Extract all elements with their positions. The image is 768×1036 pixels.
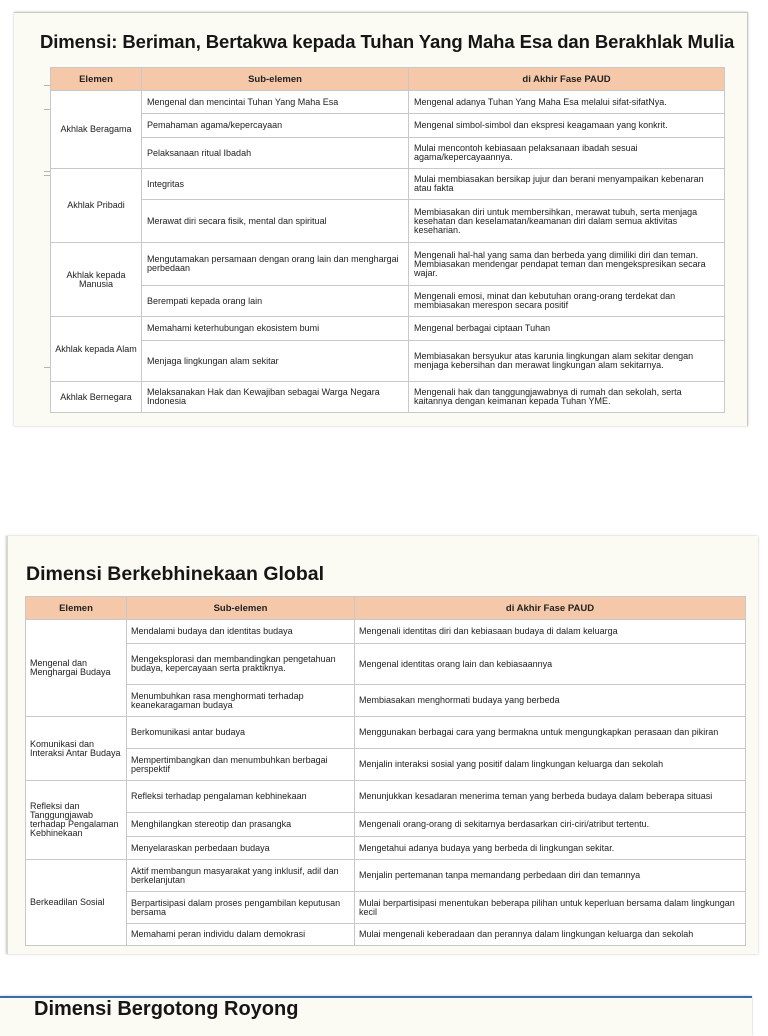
slide-bergotong-royong [0,996,752,1036]
sub-elemen-cell: Mendalami budaya dan identitas budaya [127,620,355,644]
elemen-cell: Akhlak Pribadi [51,169,142,243]
column-header: Sub-elemen [142,68,409,91]
sub-elemen-cell: Mengenal dan mencintai Tuhan Yang Maha Esa [142,91,409,114]
akhir-fase-cell: Mulai mencontoh kebiasaan pelaksanaan ibadah sesuai agama/kepercayaannya. [409,138,725,169]
akhir-fase-cell: Membiasakan menghormati budaya yang berbeda [355,685,746,717]
sub-elemen-cell: Menumbuhkan rasa menghormati terhadap keanekaragaman budaya [127,685,355,717]
sub-elemen-cell: Mempertimbangkan dan menumbuhkan berbagai perspektif [127,749,355,781]
table-row [51,169,725,200]
sub-elemen-cell: Aktif membangun masyarakat yang inklusif, adil dan berkelanjutan [127,860,355,892]
slide-title: Dimensi: Beriman, Bertakwa kepada Tuhan Yang Maha Esa dan Berakhlak Mulia [40,31,735,52]
table-row [26,813,746,837]
dimension-table [25,596,746,946]
elemen-cell: Akhlak kepada Manusia [51,243,142,317]
akhir-fase-cell: Mengenal berbagai ciptaan Tuhan [409,317,725,341]
column-header: Elemen [26,597,127,620]
elemen-cell: Komunikasi dan Interaksi Antar Budaya [26,717,127,781]
table-row [51,243,725,286]
table-row [26,685,746,717]
elemen-cell: Refleksi dan Tanggungjawab terhadap Pengalaman Kebhinekaan [26,781,127,860]
sub-elemen-cell: Mengutamakan persamaan dengan orang lain dan menghargai perbedaan [142,243,409,286]
table-row [26,749,746,781]
table-row [26,717,746,749]
akhir-fase-cell: Mengenali hak dan tanggungjawabnya di rumah dan sekolah, serta kaitannya dengan keimanan kepada Tuhan YME. [409,382,725,413]
akhir-fase-cell: Mengenal simbol-simbol dan ekspresi keagamaan yang konkrit. [409,114,725,138]
akhir-fase-cell: Mulai berpartisipasi menentukan beberapa pilihan untuk keperluan bersama dalam lingkungan kecil [355,892,746,924]
table-row [26,924,746,946]
sub-elemen-cell: Menjaga lingkungan alam sekitar [142,341,409,382]
akhir-fase-cell: Menjalin pertemanan tanpa memandang perbedaan diri dan temannya [355,860,746,892]
table-row [51,286,725,317]
akhir-fase-cell: Mulai mengenali keberadaan dan perannya dalam lingkungan keluarga dan sekolah [355,924,746,946]
akhir-fase-cell: Membiasakan diri untuk membersihkan, merawat tubuh, serta menjaga kesehatan dan keselamatan/keamanan diri dalam semua aktivitas keseharian. [409,200,725,243]
slide-title: Dimensi Berkebhinekaan Global [26,563,325,585]
sub-elemen-cell: Berpartisipasi dalam proses pengambilan keputusan bersama [127,892,355,924]
sub-elemen-cell: Berkomunikasi antar budaya [127,717,355,749]
akhir-fase-cell: Mengenali orang-orang di sekitarnya berdasarkan ciri-ciri/atribut tertentu. [355,813,746,837]
sub-elemen-cell: Refleksi terhadap pengalaman kebhinekaan [127,781,355,813]
sub-elemen-cell: Menghilangkan stereotip dan prasangka [127,813,355,837]
akhir-fase-cell: Mengenal identitas orang lain dan kebiasaannya [355,644,746,685]
elemen-cell: Mengenal dan Menghargai Budaya [26,620,127,717]
dimension-table [50,67,725,413]
table-header-row [26,597,746,620]
table-row [51,341,725,382]
akhir-fase-cell: Mengenal adanya Tuhan Yang Maha Esa melalui sifat-sifatNya. [409,91,725,114]
akhir-fase-cell: Menunjukkan kesadaran menerima teman yang berbeda budaya dalam beberapa situasi [355,781,746,813]
sub-elemen-cell: Menyelaraskan perbedaan budaya [127,837,355,860]
table-row [26,837,746,860]
elemen-cell: Berkeadilan Sosial [26,860,127,946]
elemen-cell: Akhlak Bernegara [51,382,142,413]
table-row [51,200,725,243]
table-row [26,620,746,644]
table-row [51,114,725,138]
column-header: di Akhir Fase PAUD [355,597,746,620]
table-row [51,138,725,169]
table-row [51,317,725,341]
sub-elemen-cell: Mengeksplorasi dan membandingkan pengetahuan budaya, kepercayaan serta praktiknya. [127,644,355,685]
sub-elemen-cell: Pelaksanaan ritual Ibadah [142,138,409,169]
sub-elemen-cell: Memahami keterhubungan ekosistem bumi [142,317,409,341]
akhir-fase-cell: Menggunakan berbagai cara yang bermakna untuk mengungkapkan perasaan dan pikiran [355,717,746,749]
slide-beriman [14,12,748,426]
table-row [51,91,725,114]
akhir-fase-cell: Mengetahui adanya budaya yang berbeda di lingkungan sekitar. [355,837,746,860]
akhir-fase-cell: Mengenali hal-hal yang sama dan berbeda yang dimiliki diri dan teman. Membiasakan mendengar pendapat teman dan mengekspresikan secara wajar. [409,243,725,286]
sub-elemen-cell: Integritas [142,169,409,200]
sub-elemen-cell: Memahami peran individu dalam demokrasi [127,924,355,946]
elemen-cell: Akhlak Beragama [51,91,142,169]
column-header: di Akhir Fase PAUD [409,68,725,91]
akhir-fase-cell: Membiasakan bersyukur atas karunia lingkungan alam sekitar dengan menjaga kebersihan dan merawat lingkungan alam sekitarnya. [409,341,725,382]
sub-elemen-cell: Berempati kepada orang lain [142,286,409,317]
akhir-fase-cell: Mengenali emosi, minat dan kebutuhan orang-orang terdekat dan membiasakan merespon secara positif [409,286,725,317]
slide-title: Dimensi Bergotong Royong [34,998,299,1020]
column-header: Sub-elemen [127,597,355,620]
table-row [26,860,746,892]
table-row [51,382,725,413]
sub-elemen-cell: Melaksanakan Hak dan Kewajiban sebagai Warga Negara Indonesia [142,382,409,413]
sub-elemen-cell: Merawat diri secara fisik, mental dan spiritual [142,200,409,243]
slide-berkebhinekaan [6,536,758,954]
akhir-fase-cell: Mengenali identitas diri dan kebiasaan budaya di dalam keluarga [355,620,746,644]
akhir-fase-cell: Menjalin interaksi sosial yang positif dalam lingkungan keluarga dan sekolah [355,749,746,781]
akhir-fase-cell: Mulai membiasakan bersikap jujur dan berani menyampaikan kebenaran atau fakta [409,169,725,200]
table-header-row [51,68,725,91]
column-header: Elemen [51,68,142,91]
table-row [26,644,746,685]
table-row [26,892,746,924]
sub-elemen-cell: Pemahaman agama/kepercayaan [142,114,409,138]
elemen-cell: Akhlak kepada Alam [51,317,142,382]
table-row [26,781,746,813]
